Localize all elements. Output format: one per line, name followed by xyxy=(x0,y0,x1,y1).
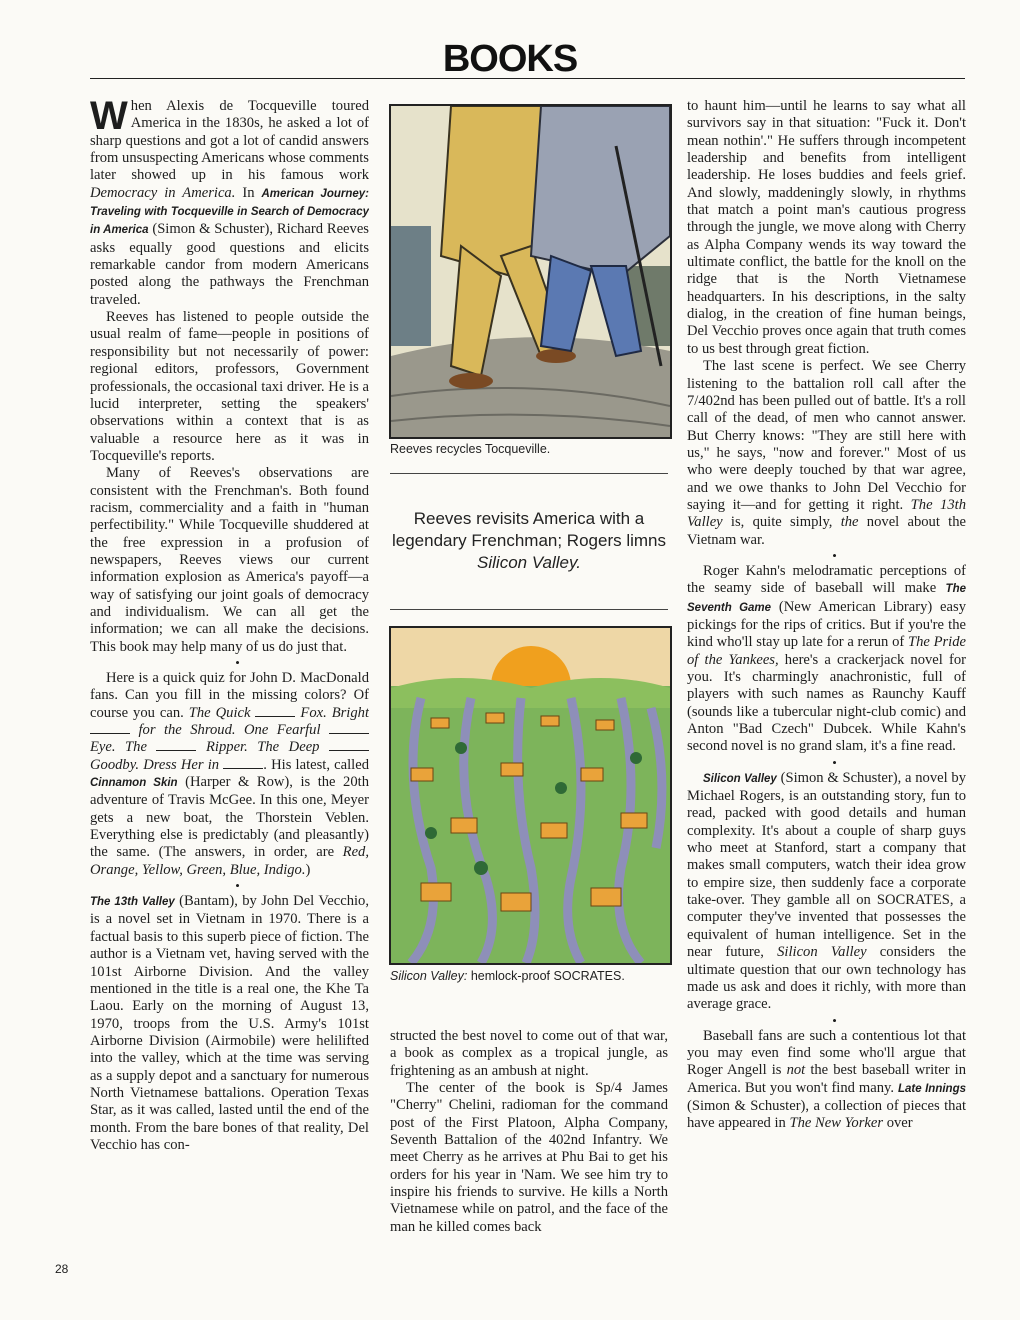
book-title: The Seventh Game xyxy=(687,583,966,614)
article-column-1 xyxy=(90,98,369,1286)
paragraph-tocqueville-intro: When Alexis de Tocqueville toured America in the 1830s, he asked a lot of sharp questions and got a lot of candid answers from unsuspecting Americans whose comments later showed up in his famous work Democracy in America. In American Journey: Traveling with Tocqueville in Search of Democracy in America (Simon & Schuster), Richard Reeves asks equally good questions and elicits remarkable candor from modern Americans posted along the pathways the Frenchman traveled. xyxy=(90,98,369,308)
section-bullet: • xyxy=(235,655,240,670)
walking-figures-illustration xyxy=(389,104,672,439)
paragraph-macdonald-quiz: Here is a quick quiz for John D. MacDonald fans. Can you fill in the missing colors? Of course you can. The Quick Fox. Bright for the Shroud. One Fearful Eye. The Ripper. The Deep Goodby. Dress Her in . His latest, called Cinnamon Skin (Harper & Row), is the 20th adventure of Travis McGee. In this one, Meyer gets a new boat, the Thorstein Veblen. Everything else is predictably (and pleasantly) the same. (The answers, in order, are Red, Orange, Yellow, Green, Blue, Indigo.) xyxy=(90,670,369,878)
article-column-3 xyxy=(687,98,966,1288)
paragraph-late-innings: Baseball fans are such a contentious lot that you may even find some who'll argue that Roger Angell is not the best baseball writer in America. But you won't find many. Late Innings (Simon & Schuster), a collection of pieces that have appeared in The New Yorker over xyxy=(687,1027,966,1132)
silicon-valley-circuit-landscape-illustration xyxy=(389,626,672,965)
pull-quote-top-rule xyxy=(390,473,668,474)
quiz-blank xyxy=(156,740,196,751)
book-title: American Journey: Traveling with Tocqueville in Search of Democracy in America xyxy=(90,187,369,237)
paragraph-13th-valley: The 13th Valley (Bantam), by John Del Vecchio, is a novel set in Vietnam in 1970. There is a factual basis to this superb piece of fiction. The author is a Vietnam vet, having served with the 101st Airborne Division. And the valley mentioned in the title is a real one, the Khe Ta Laou. Early on the morning of August 13, 1970, troops from the U.S. Army's 101st Airborne Division (Airmobile) were helilifted into the valley, which at the time was serving as a supply depot and a sanctuary for numerous North Vietnamese battalions. Operation Texas Star, as it was called, lasted until the end of the month. From the bare bones of that reality, Del Vecchio has con- xyxy=(90,893,369,1153)
paragraph-cherry-chelini: The center of the book is Sp/4 James "Cherry" Chelini, radioman for the command post of the First Platoon, Alpha Company, Seventh Battalion of the 402nd Infantry. We meet Cherry as he arrives at Phu Bai to get his orders for his year in 'Nam. We see him try to inspire his friends to survive. He kills a North Vietnamese while on patrol, and the face of the man he killed comes back xyxy=(390,1080,668,1235)
header-divider xyxy=(90,78,965,79)
illustration-caption: Silicon Valley: hemlock-proof SOCRATES. xyxy=(390,969,625,983)
quiz-blank xyxy=(329,723,369,734)
quiz-blank xyxy=(223,758,263,769)
book-title: Late Innings xyxy=(897,1082,966,1095)
quiz-blank xyxy=(255,706,295,717)
silicon-valley-illustration-svg xyxy=(391,628,670,963)
section-bullet: • xyxy=(235,878,240,894)
paragraph-13th-valley-continued: structed the best novel to come out of that war, a book as complex as a tropical jungle, as frightening as an ambush at night. xyxy=(390,1028,668,1079)
paragraph-seventh-game: Roger Kahn's melodramatic perceptions of the seamy side of baseball will make The Seventh Game (New American Library) easy pickings for the rips of critics. But if you're the kind who'll stay up late for a rerun of The Pride of the Yankees, here's a crackerjack novel for you. It's charmingly anachronistic, full of players with such names as Raunchy Kauff (sounds like a tubercular night-club comic) and Anton "Bad Czech" Dubcek. While Kahn's second novel is no grand slam, it's a fine read. xyxy=(687,562,966,755)
book-title: The 13th Valley xyxy=(90,896,175,909)
section-bullet: • xyxy=(832,547,837,563)
quiz-blank xyxy=(329,740,369,751)
section-bullet: • xyxy=(832,754,837,770)
page-number: 28 xyxy=(55,1262,69,1276)
paragraph-silicon-valley: Silicon Valley (Simon & Schuster), a novel by Michael Rogers, is an outstanding story, fun to read, packed with good details and human complexity. It's about a couple of sharp guys who meet at Stanford, start a company that makes small computers, watch their idea grow to empire size, then suddenly face a corporate take-over. They gamble all on SOCRATES, a computer they've invented that possesses the equivalent of human intelligence. Set in the near future, Silicon Valley considers the ultimate question that our own technology has made us ask and does it richly, with more than average grace. xyxy=(687,769,966,1013)
article-column-2 xyxy=(390,1028,668,1288)
paragraph-reeves-interviews: Reeves has listened to people outside the usual realm of fame—people in positions of responsibility but not necessarily of power: regional editors, professors, Government professionals, the occasional taxi driver. He is a lucid interpreter, setting the speakers' observations within a context that is as valuable a resource here as it was in Tocqueville's reports. xyxy=(90,309,369,464)
pull-quote-bottom-rule xyxy=(390,609,668,610)
quiz-blank xyxy=(90,723,130,734)
paragraph-last-scene: The last scene is perfect. We see Cherry listening to the battalion roll call after the 7/402nd has been pulled out of battle. It's a roll call of the dead, of men who cannot answer. But Cherry knows: "They are still here with us," he says, "now and forever." Most of us who were deeply touched by that war agree, and we owe thanks to John Del Vecchio for saying it—and for getting it right. The 13th Valley is, quite simply, the novel about the Vietnam war. xyxy=(687,358,966,548)
paragraph-cherry-survival: to haunt him—until he learns to say what all survivors say in that situation: "Fuck it. Don't mean nothin'." He suffers through incompetent leadership and benefits from intelligent leadership. He loses buddies and feels grief. And slowly, maddeningly slowly, in rhythms that match a point man's cautious progress through the jungle, we move along with Cherry as Alpha Company wends its way toward the ultimate conflict, the battle for the knoll on the ridge that is the North Vietnamese headquarters. In his descriptions, in the salty dialog, in the creation of fine human beings, Del Vecchio proves once again that truth comes to us best through great fiction. xyxy=(687,98,966,357)
pull-quote: Reeves revisits America with a legendary Frenchman; Rogers limns Silicon Valley. xyxy=(391,509,666,572)
section-title: BOOKS xyxy=(442,38,578,80)
book-title: Silicon Valley xyxy=(703,772,777,785)
paragraph-reeves-observations: Many of Reeves's observations are consistent with the Frenchman's. Both found racism, commerciality and a faith in "human perfectibility." While Tocqueville shuddered at the free expression in a profusion of newspapers, Reeves views our current information explosion as America's payoff—a way of satisfying our joint goals of democracy and individualism. We can all get the information; we can all make the decisions. This book may help many of us do just that. xyxy=(90,465,369,655)
tocqueville-illustration-svg xyxy=(391,106,670,437)
drop-cap: W xyxy=(90,98,128,138)
book-title: Cinnamon Skin xyxy=(90,777,178,790)
illustration-caption: Reeves recycles Tocqueville. xyxy=(390,442,551,456)
section-bullet: • xyxy=(832,1012,837,1028)
